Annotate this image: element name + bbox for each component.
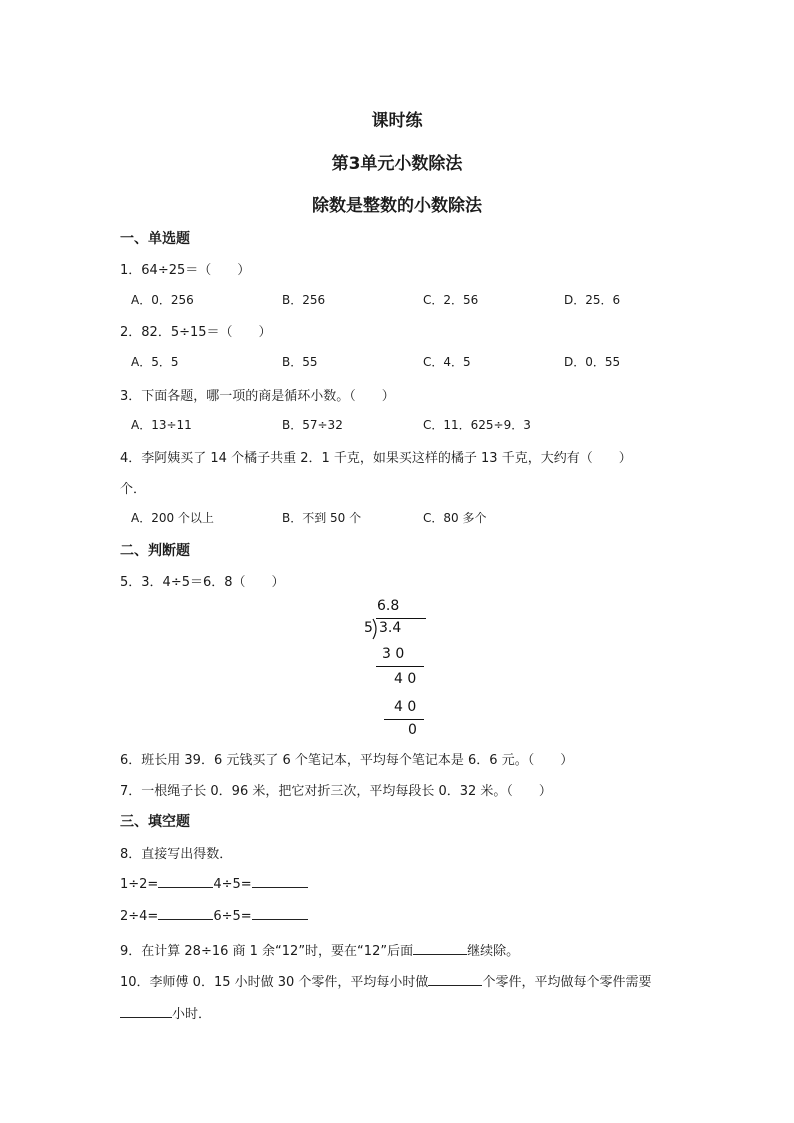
q10-answer-blank-1[interactable] xyxy=(428,973,482,986)
section-heading-single-choice: 一、单选题 xyxy=(120,231,190,247)
question-4-continued: 个． xyxy=(120,482,147,497)
question-6: 6．班长用 39．6 元钱买了 6 个笔记本，平均每个笔记本是 6．6 元。（ ） xyxy=(120,753,574,768)
question-4: 4．李阿姨买了 14 个橘子共重 2．1 千克，如果买这样的橘子 13 千克，大约有（ ） xyxy=(120,451,632,466)
division-step-1: 3 0 xyxy=(382,646,405,662)
division-line-1 xyxy=(376,666,424,667)
unit-title: 第3单元小数除法 xyxy=(331,154,463,174)
q3-option-c: C．11．625÷9．3 xyxy=(423,418,531,432)
section-heading-fill-blank: 三、填空题 xyxy=(120,814,190,830)
q9-text-after: 继续除。 xyxy=(467,944,520,959)
section-heading-true-false: 二、判断题 xyxy=(120,543,190,559)
q8-expr-1: 1÷2= xyxy=(120,877,159,892)
q1-option-b: B．256 xyxy=(282,293,326,307)
q2-option-b: B．55 xyxy=(282,355,318,369)
division-remainder-2: 0 xyxy=(408,722,417,738)
question-1: 1．64÷25＝（ ） xyxy=(120,263,251,278)
division-remainder-1: 4 0 xyxy=(394,671,417,687)
q10-text-after: 小时． xyxy=(172,1007,212,1022)
q10-answer-blank-2[interactable] xyxy=(120,1005,172,1018)
question-10 xyxy=(120,971,651,990)
q8-answer-blank-4[interactable] xyxy=(252,907,308,920)
q3-option-b: B．57÷32 xyxy=(282,418,343,432)
q8-answer-blank-1[interactable] xyxy=(158,875,213,888)
question-7: 7．一根绳子长 0．96 米，把它对折三次，平均每段长 0．32 米。（ ） xyxy=(120,784,552,799)
q3-option-a: A．13÷11 xyxy=(131,418,192,432)
question-9 xyxy=(120,940,519,959)
q2-option-d: D．0．55 xyxy=(564,355,621,369)
q8-answer-blank-2[interactable] xyxy=(252,875,308,888)
q9-text-before: 9．在计算 28÷16 商 1 余“12”时，要在“12”后面 xyxy=(120,944,414,959)
q4-option-c: C．80 多个 xyxy=(423,511,487,525)
q8-expr-2: 4÷5= xyxy=(213,877,252,892)
division-dividend: 3.4 xyxy=(379,620,402,636)
division-divisor: 5 xyxy=(364,620,373,636)
lesson-title: 除数是整数的小数除法 xyxy=(312,196,482,216)
question-2: 2．82．5÷15＝（ ） xyxy=(120,325,272,340)
q8-answer-blank-3[interactable] xyxy=(158,907,213,920)
q8-row-2 xyxy=(120,907,308,924)
q10-text-before: 10．李师傅 0．15 小时做 30 个零件，平均每小时做 xyxy=(120,975,429,990)
division-quotient: 6.8 xyxy=(377,598,400,614)
q1-option-a: A．0．256 xyxy=(131,293,194,307)
q10-text-middle: 个零件，平均做每个零件需要 xyxy=(482,975,652,990)
question-8: 8．直接写出得数． xyxy=(120,847,233,862)
q4-option-a: A．200 个以上 xyxy=(131,511,214,525)
q2-option-c: C．4．5 xyxy=(423,355,471,369)
division-bar xyxy=(376,618,426,619)
q2-option-a: A．5．5 xyxy=(131,355,179,369)
division-line-2 xyxy=(384,719,424,720)
question-5: 5．3．4÷5＝6．8（ ） xyxy=(120,575,285,590)
worksheet-title: 课时练 xyxy=(371,111,423,131)
q8-expr-3: 2÷4= xyxy=(120,909,159,924)
question-10-continued xyxy=(120,1003,211,1022)
division-step-2: 4 0 xyxy=(394,699,417,715)
q9-answer-blank[interactable] xyxy=(413,942,467,955)
q1-option-d: D．25．6 xyxy=(564,293,621,307)
long-division-diagram xyxy=(360,596,440,741)
q1-option-c: C．2．56 xyxy=(423,293,479,307)
question-3: 3．下面各题，哪一项的商是循环小数。（ ） xyxy=(120,389,395,404)
q8-expr-4: 6÷5= xyxy=(213,909,252,924)
q8-row-1 xyxy=(120,875,308,892)
q4-option-b: B．不到 50 个 xyxy=(282,511,362,525)
